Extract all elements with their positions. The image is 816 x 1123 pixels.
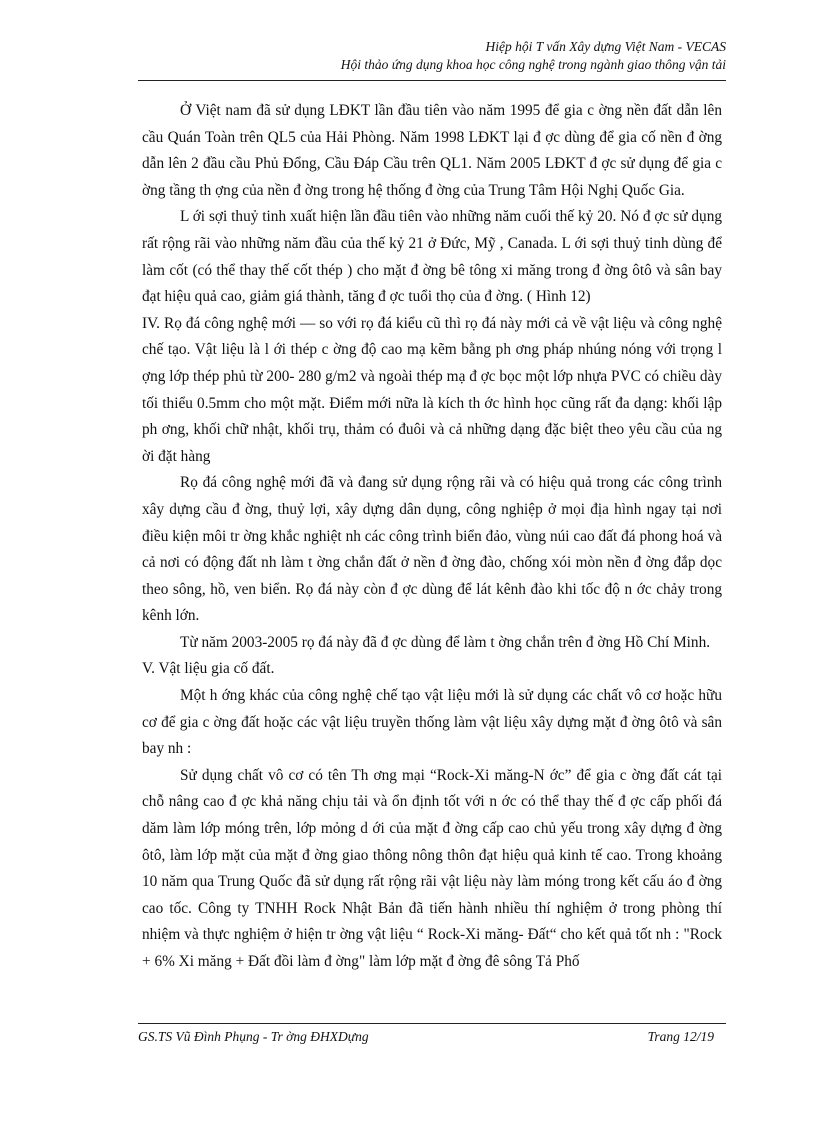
page-header (138, 38, 726, 74)
header-conference: Hội thảo ứng dụng khoa học công nghệ trong ngành giao thông vận tải (340, 57, 726, 72)
document-body (142, 98, 722, 976)
section-v-heading: V. Vật liệu gia cố đất. (142, 660, 275, 678)
paragraph-rock-cement: Sử dụng chất vô cơ có tên Th ơng mại “Rock-Xi măng-N ớc” để gia c ờng đất cát tại chỗ nâng cao đ ợc khả năng chịu tải và ổn định tốt với n ớc có thể thay thế đ ợc cấp phối đá dăm làm lớp móng trên, lớp mỏng d ới của mặt đ ờng cấp cao chủ yếu trong xây dựng đ ờng ôtô, làm lớp mặt của mặt đ ờng giao thông nông thôn đạt hiệu quả kinh tế cao. Trong khoảng 10 năm qua Trung Quốc đã sử dụng rất rộng rãi vật liệu này làm móng trong kết cấu áo đ ờng cao tốc. Công ty TNHH Rock Nhật Bản đã tiến hành nhiều thí nghiệm ở trong phòng thí nhiệm và thực nghiệm ở hiện tr ờng vật liệu “ Rock-Xi măng- Đất“ cho kết quả tốt nh : "Rock + 6% Xi măng + Đất đồi làm đ ờng" làm lớp mặt đ ờng đê sông Tả Phố (142, 766, 722, 970)
header-organization: Hiệp hội T vấn Xây dựng Việt Nam - VECAS (485, 39, 726, 54)
page-number: Trang 12/19 (647, 1029, 714, 1044)
footer-divider (138, 1023, 726, 1024)
paragraph-soil-stabilization: Một h ớng khác của công nghệ chế tạo vật liệu mới là sử dụng các chất vô cơ hoặc hữu cơ để gia c ờng đất hoặc các vật liệu truyền thống làm vật liệu xây dựng mặt đ ờng ôtô và sân bay nh : (142, 687, 722, 758)
header-divider (138, 80, 726, 81)
paragraph-gabion-hcm-road: Từ năm 2003-2005 rọ đá này đã đ ợc dùng để làm t ờng chắn trên đ ờng Hồ Chí Minh. (180, 633, 711, 651)
paragraph-ldkt-vietnam: Ở Việt nam đã sử dụng LĐKT lần đầu tiên vào năm 1995 để gia c ờng nền đất dẫn lên cầu Quán Toàn trên QL5 của Hải Phòng. Năm 1998 LĐKT lại đ ợc dùng để gia cố nền đ ờng dẫn lên 2 đầu cầu Phủ Đổng, Cầu Đáp Cầu trên QL1. Năm 2005 LĐKT đ ợc sử dụng để gia c ờng tầng th ợng của nền đ ờng trong hệ thống đ ờng của Trung Tâm Hội Nghị Quốc Gia. (142, 102, 722, 199)
paragraph-gabion-usage: Rọ đá công nghệ mới đã và đang sử dụng rộng rãi và có hiệu quả trong các công trình xây dựng cầu đ ờng, thuỷ lợi, xây dựng dân dụng, công nghiệp ở mọi địa hình ngay tại nơi điều kiện môi tr ờng khắc nghiệt nh các công trình biển đảo, vùng núi cao đất đá phong hoá và cả nơi có động đất nh làm t ờng chắn đất ở nền đ ờng đào, chống xói mòn nền đ ờng đắp dọc theo sông, hồ, ven biển. Rọ đá này còn đ ợc dùng để lát kênh đào khi tốc độ n ớc chảy trong kênh lớn. (142, 474, 722, 625)
footer-author: GS.TS Vũ Đình Phụng - Tr ờng ĐHXDựng (138, 1029, 369, 1044)
section-iv-gabion: IV. Rọ đá công nghệ mới — so với rọ đá kiểu cũ thì rọ đá này mới cả về vật liệu và công nghệ chế tạo. Vật liệu là l ới thép c ờng độ cao mạ kẽm bằng ph ơng pháp nhúng nóng với trọng l ợng lớp thép phủ từ 200- 280 g/m2 và ngoài thép mạ đ ợc bọc một lớp nhựa PVC có chiều dày tối thiểu 0.5mm cho một mặt. Điểm mới nữa là kích th ớc hình học cũng rất đa dạng: khối lập ph ơng, khối chữ nhật, khối trụ, thảm có đuôi và cả những dạng đặc biệt theo yêu cầu của ng ời đặt hàng (142, 314, 722, 465)
paragraph-glass-fiber-mesh: L ới sợi thuỷ tinh xuất hiện lần đầu tiên vào những năm cuối thế kỷ 20. Nó đ ợc sử dụng rất rộng rãi vào những năm đầu của thế kỷ 21 ở Đức, Mỹ , Canada. L ới sợi thuỷ tinh dùng để làm cốt (có thể thay thế cốt thép ) cho mặt đ ờng bê tông xi măng trong đ ờng ôtô và sân bay đạt hiệu quả cao, giảm giá thành, tăng đ ợc tuổi thọ của đ ờng. ( Hình 12) (142, 208, 722, 306)
